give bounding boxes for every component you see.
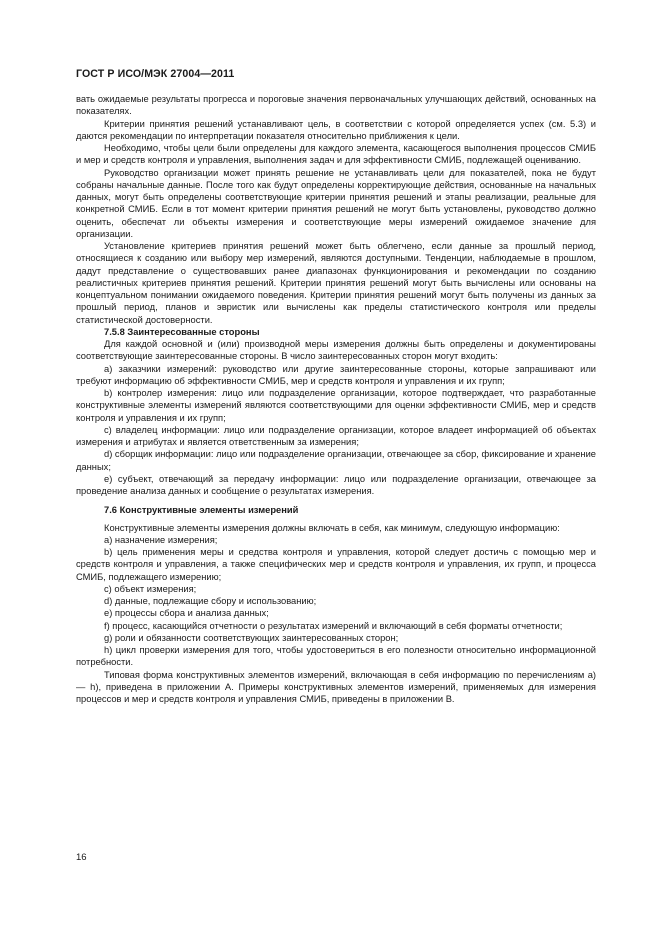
list-item: e) субъект, отвечающий за передачу информации: лицо или подразделение организации, отвечающее за проведение анализа данных и сообщение о результатах измерения. <box>76 473 596 496</box>
list-item: e) процессы сбора и анализа данных; <box>104 608 269 619</box>
paragraph: вать ожидаемые результаты прогресса и пороговые значения первоначальных улучшающих действий, основанных на показателях. <box>76 94 596 117</box>
paragraph: Типовая форма конструктивных элементов измерений, включающая в себя информацию по перечислениям а) — h), приведена в приложении А. Примеры конструктивных элементов измерений, применяемых для измерения процессов и мер и средств контроля и управления СМИБ, приведены в приложении В. <box>76 669 596 704</box>
list-item: b) контролер измерения: лицо или подразделение организации, которое подтверждает, что разработанные конструктивные элементы измерений являются соответствующими для оценки эффективности СМИБ, мер и средств контроля и управления и их групп; <box>76 388 596 423</box>
page-number: 16 <box>76 852 87 863</box>
list-item: d) сборщик информации: лицо или подразделение организации, отвечающее за сбор, фиксирование и хранение данных; <box>76 449 596 472</box>
paragraph: Необходимо, чтобы цели были определены для каждого элемента, касающегося выполнения процессов СМИБ и мер и средств контроля и управления, выполнения задач и для эффективности СМИБ, подлежащей оцениванию. <box>76 143 596 166</box>
paragraph: Руководство организации может принять решение не устанавливать цели для показателей, пока не будут собраны начальные данные. После того как будут определены корректирующие действия, основанные на начальных данных, могут быть определены соответствующие критерии принятия решений и этапы реализации, реальные для конкретной СМИБ. Если в тот момент критерии принятия решений не могут быть установлены, руководство должно оценить, обеспечат ли объекты измерения и соответствующие меры измерений ожидаемое значение для организации. <box>76 167 596 239</box>
list-item: d) данные, подлежащие сбору и использованию; <box>104 596 317 606</box>
list-item: c) владелец информации: лицо или подразделение организации, которое владеет информацией об объектах измерения и атрибутах и является ответственным за измерения; <box>76 424 596 447</box>
paragraph: Для каждой основной и (или) производной меры измерения должны быть определены и документированы соответствующие заинтересованные стороны. В число заинтересованных сторон могут входить: <box>76 339 596 362</box>
paragraph: Конструктивные элементы измерения должны включать в себя, как минимум, следующую информацию: <box>104 522 560 533</box>
document-body <box>76 93 596 705</box>
list-item: f) процесс, касающийся отчетности о результатах измерений и включающий в себя форматы отчетности; <box>104 620 563 631</box>
paragraph: Критерии принятия решений устанавливают цель, в соответствии с которой определяется успех (см. 5.3) и даются рекомендации по интерпретации показателя относительно приближения к цели. <box>76 118 596 141</box>
list-item: h) цикл проверки измерения для того, чтобы удостовериться в его полезности относительно информационной потребности. <box>76 645 596 668</box>
section-heading-7-5-8: 7.5.8 Заинтересованные стороны <box>104 326 260 337</box>
list-item: g) роли и обязанности соответствующих заинтересованных сторон; <box>104 632 399 643</box>
list-item: b) цель применения меры и средства контроля и управления, которой следует достичь с помощью мер и средств контроля и управления, а также специфических мер и средств контроля и управления, их групп, и процесса СМИБ, подлежащего измерению; <box>76 547 596 582</box>
section-heading-7-6: 7.6 Конструктивные элементы измерений <box>104 505 299 516</box>
list-item: а) назначение измерения; <box>104 534 218 545</box>
list-item: а) заказчики измерений: руководство или другие заинтересованные стороны, которые запрашивают или требуют информацию об эффективности СМИБ, мер и средств контроля и управления и их групп; <box>76 363 596 386</box>
paragraph: Установление критериев принятия решений может быть облегчено, если данные за прошлый период, относящиеся к созданию или выбору мер измерений, являются доступными. Тенденции, наблюдаемые в прошлом, дадут представление о существовавших ранее диапазонах функционирования и рекомендации по созданию реалистичных критериев принятия решений. Критерии принятия решений могут быть вычислены или основаны на концептуальном понимании ожидаемого поведения. Критерии принятия решений могут быть получены из данных за прошлый период, планов и эвристик или вычислены как пределы статистического контроля или пределы статистической достоверности. <box>76 241 596 325</box>
document-header: ГОСТ Р ИСО/МЭК 27004—2011 <box>76 68 235 80</box>
list-item: c) объект измерения; <box>104 583 197 594</box>
